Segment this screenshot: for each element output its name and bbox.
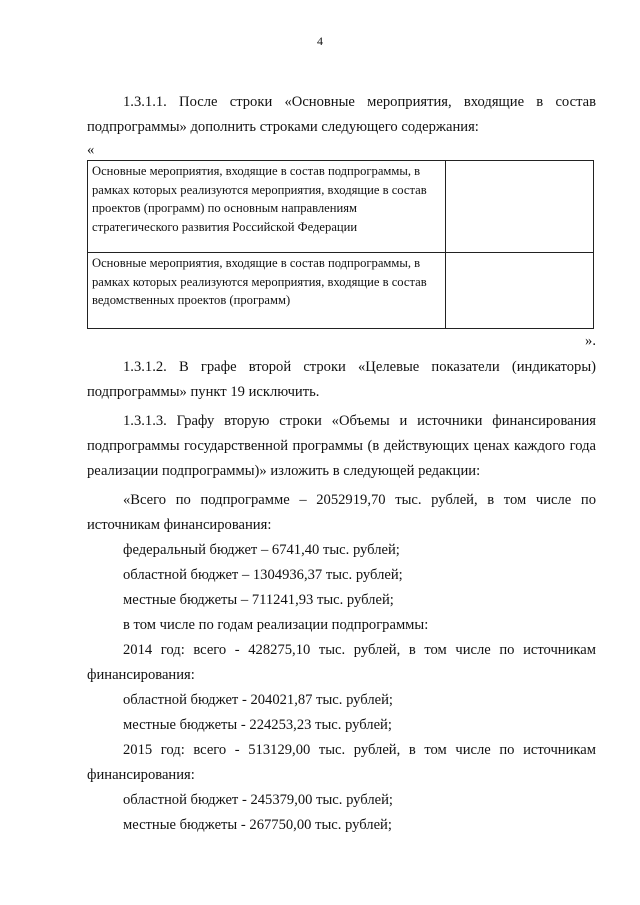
paragraph-2014: 2014 год: всего - 428275,10 тыс. рублей, в том числе по источникам финансирования:: [87, 642, 596, 683]
table-cell-value: [445, 161, 593, 253]
table-row: [88, 161, 594, 253]
page-number: 4: [317, 34, 323, 48]
line-by-years: в том числе по годам реализации подпрограммы:: [123, 617, 429, 633]
opening-quote: «: [87, 142, 95, 158]
line-2015-regional: областной бюджет - 245379,00 тыс. рублей;: [123, 792, 393, 808]
table-cell-value: [445, 253, 593, 329]
line-federal-budget: федеральный бюджет – 6741,40 тыс. рублей;: [123, 542, 400, 558]
table-cell-label: Основные мероприятия, входящие в состав подпрограммы, в рамках которых реализуются мероприятия, входящие в состав ведомственных проектов (программ): [88, 253, 446, 329]
line-regional-budget: областной бюджет – 1304936,37 тыс. рублей;: [123, 567, 403, 583]
document-body: [87, 90, 596, 838]
line-2015-local: местные бюджеты - 267750,00 тыс. рублей;: [123, 817, 392, 833]
inserted-rows-table: [87, 160, 594, 329]
paragraph-1-3-1-1: 1.3.1.1. После строки «Основные мероприятия, входящие в состав подпрограммы» дополнить строками следующего содержания:: [87, 94, 596, 135]
line-2014-local: местные бюджеты - 224253,23 тыс. рублей;: [123, 717, 392, 733]
paragraph-1-3-1-2: 1.3.1.2. В графе второй строки «Целевые показатели (индикаторы) подпрограммы» пункт 19 исключить.: [87, 359, 596, 400]
line-2014-regional: областной бюджет - 204021,87 тыс. рублей;: [123, 692, 393, 708]
table-cell-label: Основные мероприятия, входящие в состав подпрограммы, в рамках которых реализуются мероприятия, входящие в состав проектов (программ) по основным направлениям стратегического развития Российской Федерации: [88, 161, 446, 253]
paragraph-2015: 2015 год: всего - 513129,00 тыс. рублей, в том числе по источникам финансирования:: [87, 742, 596, 783]
line-local-budgets: местные бюджеты – 711241,93 тыс. рублей;: [123, 592, 394, 608]
closing-quote: ».: [585, 333, 596, 349]
paragraph-1-3-1-3: 1.3.1.3. Графу вторую строки «Объемы и источники финансирования подпрограммы государственной программы (в действующих ценах каждого года реализации подпрограммы)» изложить в следующей редакции:: [87, 413, 596, 479]
paragraph-total: «Всего по подпрограмме – 2052919,70 тыс. рублей, в том числе по источникам финансирования:: [87, 492, 596, 533]
table-row: [88, 253, 594, 329]
